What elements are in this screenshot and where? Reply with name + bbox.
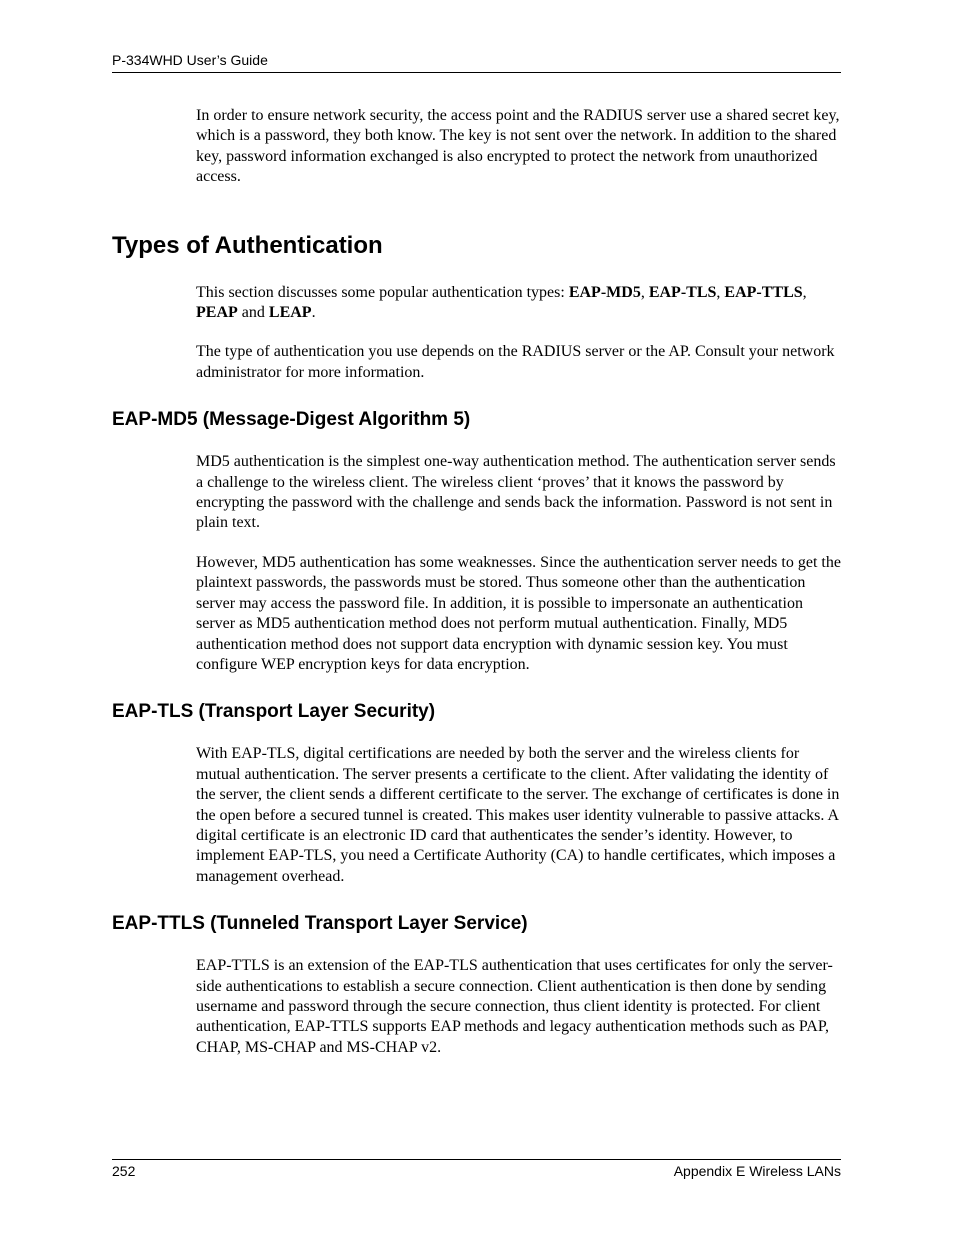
type-eap-ttls: EAP-TTLS [724,283,803,301]
types-intro-text: This section discusses some popular authentication types: [196,283,569,301]
page-footer [112,1159,841,1180]
types-paragraph-2: The type of authentication you use depends on the RADIUS server or the AP. Consult your network administrator for more information. [196,343,835,381]
tls-paragraph-1: With EAP-TLS, digital certifications are needed by both the server and the wireless clients for mutual authentication. The server presents a certificate to the client. After validating the identity of the server, the client sends a different certificate to the server. The exchange of certificates is done in the open before a secured tunnel is created. This makes user identity vulnerable to passive attacks. A digital certificate is an electronic ID card that authenticates the sender’s identity. However, to implement EAP-TLS, you need a Certificate Authority (CA) to handle certificates, which imposes a management overhead. [196,745,840,885]
heading-eap-ttls: EAP-TTLS (Tunneled Transport Layer Service) [112,913,528,935]
heading-eap-tls: EAP-TLS (Transport Layer Security) [112,701,436,723]
type-eap-tls: EAP-TLS [648,283,717,301]
header-title: P-334WHD User’s Guide [112,52,268,68]
md5-paragraph-2: However, MD5 authentication has some weaknesses. Since the authentication server needs to get the plaintext passwords, the passwords must be stored. Thus someone other than the authentication server may access the password file. In addition, it is possible to impersonate an authentication server as MD5 authentication method does not perform mutual authentication. Finally, MD5 authentication method does not support data encryption with dynamic session key. You must configure WEP encryption keys for data encryption. [196,553,841,673]
md5-paragraph-1: MD5 authentication is the simplest one-way authentication method. The authentication server sends a challenge to the wireless client. The wireless client ‘proves’ that it knows the password by encrypting the password with the challenge and sends back the information. Password is not sent in plain text. [196,453,836,532]
type-leap: LEAP [268,304,312,322]
page-number: 252 [112,1163,136,1179]
type-eap-md5: EAP-MD5 [568,283,641,301]
heading-eap-md5: EAP-MD5 (Message-Digest Algorithm 5) [112,409,471,431]
type-peap: PEAP [196,304,238,322]
page-content [112,106,841,1058]
intro-paragraph: In order to ensure network security, the access point and the RADIUS server use a shared secret key, which is a password, they both know. The key is not sent over the network. In addition to the shared key, password information exchanged is also encrypted to protect the network from unauthorized access. [196,107,840,186]
types-paragraph-1: This section discusses some popular authentication types: EAP-MD5, EAP-TLS, EAP-TTLS, PEAP and LEAP. [196,283,807,322]
page-header [112,51,841,73]
ttls-paragraph-1: EAP-TTLS is an extension of the EAP-TLS authentication that uses certificates for only the server-side authentications to establish a secure connection. Client authentication is then done by sending username and password through the secure connection, thus client identity is protected. For client authentication, EAP-TTLS supports EAP methods and legacy authentication methods such as PAP, CHAP, MS-CHAP and MS-CHAP v2. [196,957,833,1056]
footer-section: Appendix E Wireless LANs [673,1163,841,1179]
heading-types-of-authentication: Types of Authentication [112,231,383,259]
